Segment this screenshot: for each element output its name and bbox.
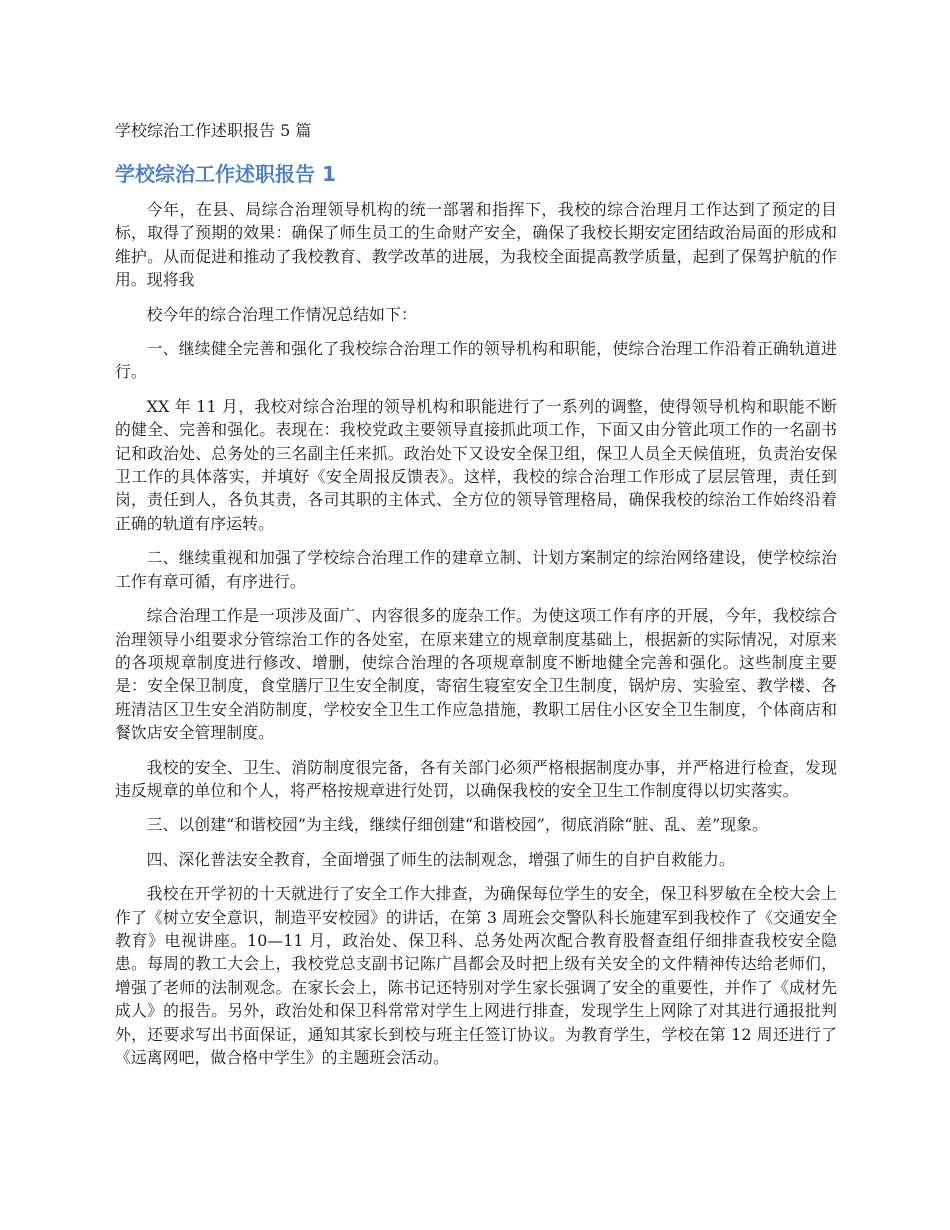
paragraph-5: 二、继续重视和加强了学校综合治理工作的建章立制、计划方案制定的综治网络建设，使学校综治工作有章可循，有序进行。 [115,548,837,591]
paragraph-6: 综合治理工作是一项涉及面广、内容很多的庞杂工作。为使这项工作有序的开展，今年，我校综合治理领导小组要求分管综治工作的各处室，在原来建立的规章制度基础上，根据新的实际情况，对原来的各项规章制度进行修改、增删，使综合治理的各项规章制度不断地健全完善和强化。这些制度主要是：安全保卫制度，食堂膳厅卫生安全制度，寄宿生寝室安全卫生制度，锅炉房、实验室、教学楼、各班清洁区卫生安全消防制度，学校安全卫生工作应急措施，教职工居住小区安全卫生制度，个体商店和餐饮店安全管理制度。 [115,606,837,743]
document-title: 学校综治工作述职报告 5 篇 [115,121,312,140]
paragraph-10: 我校在开学初的十天就进行了安全工作大排查，为确保每位学生的安全，保卫科罗敏在全校大会上作了《树立安全意识，制造平安校园》的讲话，在第 3 周班会交警队科长施建军到我校作了《交通安全教育》电视讲座。10—11 月，政治处、保卫科、总务处两次配合教育股督查组仔细排查我校安全隐患。每周的教工大会上，我校党总支副书记陈广昌都会及时把上级有关安全的文件精神传达给老师们，增强了老师的法制观念。在家长会上，陈书记还特别对学生家长强调了安全的重要性，并作了《成材先成人》的报告。另外，政治处和保卫科常常对学生上网进行排查，发现学生上网除了对其进行通报批判外，还要求写出书面保证，通知其家长到校与班主任签订协议。为教育学生，学校在第 12 周还进行了《远离网吧，做合格中学生》的主题班会活动。 [115,884,837,1067]
paragraph-3: 一、继续健全完善和强化了我校综合治理工作的领导机构和职能，使综合治理工作沿着正确轨道进行。 [115,339,837,382]
document-page [115,118,837,1080]
paragraph-8: 三、以创建“和谐校园”为主线，继续仔细创建“和谐校园”，彻底消除“脏、乱、差”现象。 [146,815,768,835]
paragraph-2: 校今年的综合治理工作情况总结如下： [146,304,417,324]
section-heading: 学校综治工作述职报告 1 [115,162,336,186]
paragraph-9: 四、深化普法安全教育，全面增强了师生的法制观念，增强了师生的自护自救能力。 [146,849,735,869]
paragraph-1: 今年，在县、局综合治理领导机构的统一部署和指挥下，我校的综合治理月工作达到了预定的目标，取得了预期的效果：确保了师生员工的生命财产安全，确保了我校长期安定团结政治局面的形成和维护。从而促进和推动了我校教育、教学改革的进展，为我校全面提高教学质量，起到了保驾护航的作用。现将我 [115,200,837,290]
paragraph-7: 我校的安全、卫生、消防制度很完备，各有关部门必须严格根据制度办事，并严格进行检查，发现违反规章的单位和个人，将严格按规章进行处罚，以确保我校的安全卫生工作制度得以切实落实。 [115,757,837,800]
paragraph-4: XX 年 11 月，我校对综合治理的领导机构和职能进行了一系列的调整，使得领导机构和职能不断的健全、完善和强化。表现在：我校党政主要领导直接抓此项工作，下面又由分管此项工作的一名副书记和政治处、总务处的三名副主任来抓。政治处下又设安全保卫组，保卫人员全天候值班，负责治安保卫工作的具体落实，并填好《安全周报反馈表》。这样，我校的综合治理工作形成了层层管理，责任到岗，责任到人，各负其责，各司其职的主体式、全方位的领导管理格局，确保我校的综治工作始终沿着正确的轨道有序运转。 [115,396,837,533]
